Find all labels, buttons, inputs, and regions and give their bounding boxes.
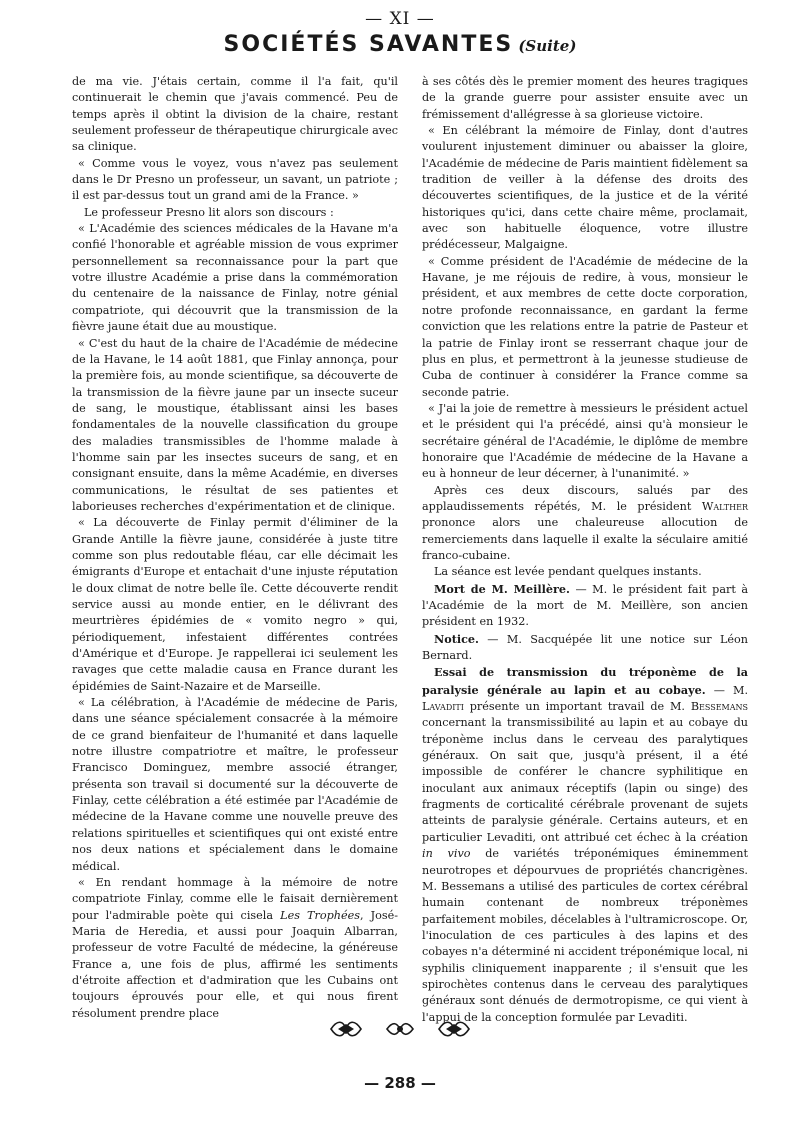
- latin-term: in vivo: [422, 847, 471, 861]
- text-run: concernant la transmissibilité au lapin et au cobaye du tréponème inclus dans le cerveau des paralytiques généraux. On sait que, jusqu'à présent, il a été impossible de conférer le chancre syphilitique en inoculant aux animaux réceptifs (lapin ou singe) des fragments de corticalité cérébrale provenant de sujets atteints de paralysie générale. Certains auteurs, et en particulier Levaditi, ont attribué cet échec à la création: [422, 716, 748, 844]
- item-heading: Notice.: [434, 631, 479, 646]
- person-name: Bessemans: [690, 700, 748, 714]
- page-header: [0, 8, 800, 59]
- fleuron-icon: [383, 1018, 417, 1040]
- text-run: , José-Maria de Heredia, et aussi pour Joaquin Albarran, professeur de votre Faculté de médecine, la généreuse France a, une fois de plus, affirmé les sentiments d'étroite affection et d'admiration que les Cubains ont toujours éprouvés pour elle, et qui nous firent résolument prendre place: [72, 908, 398, 1020]
- paragraph: « C'est du haut de la chaire de l'Académie de médecine de la Havane, le 14 août 1881, que Finlay annonça, pour la première fois, au monde scientifique, sa découverte de la transmission de la fièvre jaune par un insecte suceur de sang, le moustique, établissant ainsi les bases fondamentales de la nouvelle classification du groupe des maladies transmissibles de l'homme malade à l'homme sain par les insectes suceurs de sang, et en consignant ensuite, dans la même Académie, en diverses communications, le résultat de ses patientes et laborieuses recherches d'expérimentation et de clinique.: [72, 336, 398, 513]
- text-run: prononce alors une chaleureuse allocution de remerciements dans laquelle il exalte la séculaire amitié franco-cubaine.: [422, 516, 748, 562]
- fleuron-icon: [437, 1018, 471, 1040]
- roman-page-number: — XI —: [365, 9, 435, 29]
- text-run: — M. Sacquépée lit une notice sur Léon Bernard.: [422, 632, 748, 663]
- paragraph: [422, 631, 748, 665]
- paragraph: à ses côtés dès le premier moment des heures tragiques de la grande guerre pour assister ensuite avec un frémissement d'allégresse à sa glorieuse victoire.: [422, 75, 748, 121]
- section-title-suite: (Suite): [518, 37, 577, 55]
- fleuron-icon: [329, 1018, 363, 1040]
- fleuron-ornament: [0, 1018, 800, 1040]
- section-title-row: [0, 32, 800, 59]
- paragraph: de ma vie. J'étais certain, comme il l'a fait, qu'il continuerait le chemin que j'avais commencé. Peu de temps après il obtint la division de la chaire, restant seulement professeur de thérapeutique chirurgicale avec sa clinique.: [72, 75, 399, 154]
- article-columns: [72, 74, 748, 1026]
- section-title: SOCIÉTÉS SAVANTES: [223, 32, 514, 57]
- paragraph: La séance est levée pendant quelques instants.: [434, 565, 702, 579]
- text-run: présente un important travail de M.: [463, 700, 691, 714]
- paragraph: « La découverte de Finlay permit d'éliminer de la Grande Antille la fièvre jaune, considérée à juste titre comme son plus redoutable fléau, car elle décimait les émigrants d'Europe et entachait d'une injuste réputation le doux climat de notre belle île. Cette découverte rendit service aussi au monde entier, en le délivrant des meurtrières épidémies de « vomito negro » qui, périodiquement, infestaient différentes contrées d'Amérique et d'Europe. Je rappellerai ici seulement les ravages que cette maladie causa en France durant les épidémies de Saint-Nazaire et de Marseille.: [72, 516, 398, 693]
- item-heading: Essai de transmission du tréponème de la paralysie générale au lapin et au cobaye.: [422, 665, 748, 697]
- paragraph: « J'ai la joie de remettre à messieurs le président actuel et le président qui l'a précédé, ainsi qu'à monsieur le secrétaire général de l'Académie, le diplôme de membre honoraire que l'Académie de médecine de la Havane a eu à honneur de leur décerner, à l'unanimité. »: [422, 401, 748, 481]
- paragraph: Le professeur Presno lit alors son discours :: [84, 205, 334, 219]
- paragraph: [422, 581, 748, 631]
- paragraph: « Comme président de l'Académie de médecine de la Havane, je me réjouis de redire, à vous, monsieur le président, et aux membres de cette docte corporation, notre profonde reconnaissance, en gardant la ferme conviction que les relations entre la patrie de Pasteur et la patrie de Finlay iront se resserrant chaque jour de plus en plus, et permettront à la jeunesse studieuse de Cuba de continuer à considérer la France comme sa seconde patrie.: [422, 254, 748, 399]
- page-number: — 288 —: [364, 1074, 436, 1092]
- paragraph: [422, 664, 748, 1026]
- paragraph: [72, 875, 398, 1022]
- right-column: [422, 74, 748, 1026]
- person-name: Lavaditi: [422, 700, 464, 714]
- paragraph: « La célébration, à l'Académie de médecine de Paris, dans une séance spécialement consacrée à la mémoire de ce grand bienfaiteur de l'humanité et dans laquelle notre illustre compatriotre et maître, le professeur Francisco Dominguez, membre associé étranger, présenta son travail si documenté sur la découverte de Finlay, cette célébration a été estimée par l'Académie de médecine de la Havane comme une nouvelle preuve des relations spirituelles et scientifiques qui ont existé entre nos deux nations et spécialement dans le domaine médical.: [72, 696, 398, 873]
- left-column: [72, 74, 398, 1026]
- text-run: — M.: [705, 683, 748, 697]
- text-run: de variétés tréponémiques éminemment neurotropes et dépourvues de propriétés chancrigènes. M. Bessemans a utilisé des particules de cortex cérébral humain contenant de nombreux tréponèmes parfaitement mobiles, décelables à l'ultramicroscope. Or, l'inoculation de ces particules à des lapins et des cobayes n'a déterminé ni accident tréponémique local, ni syphilis cliniquement inapparente ; il s'ensuit que les spirochètes contenus dans le cerveau des paralytiques généraux sont dénués de dermotropisme, ce qui vient à l'appui de la conception formulée par Levaditi.: [422, 847, 748, 1024]
- paragraph: « Comme vous le voyez, vous n'avez pas seulement dans le Dr Presno un professeur, un savant, un patriote ; il est par-dessus tout un grand ami de la France. »: [72, 156, 398, 203]
- text-run: « En rendant hommage à la mémoire de notre compatriote Finlay, comme elle le faisait dernièrement pour l'admirable poète qui cisela: [72, 875, 398, 922]
- text-run: Après ces deux discours, salués par des applaudissements répétés, M. le président: [422, 483, 748, 513]
- paragraph: « En célébrant la mémoire de Finlay, dont d'autres voulurent injustement diminuer ou abaisser la gloire, l'Académie de médecine de Paris maintient fidèlement sa tradition de veiller à la défense des droits des découvertes scientifiques, de la justice et de la vérité historiques qu'ici, dans cette chaire même, proclamait, avec son habituelle éloquence, votre illustre prédécesseur, Malgaigne.: [422, 124, 748, 252]
- text-run: — M. le président fait part à l'Académie de la mort de M. Meillère, son ancien président en 1932.: [422, 582, 749, 629]
- paragraph: « L'Académie des sciences médicales de la Havane m'a confié l'honorable et agréable mission de vous exprimer personnellement sa reconnaissance pour la part que votre illustre Académie a prise dans la commémoration du centenaire de la naissance de Finlay, notre génial compatriote, qui découvrit que la transmission de la fièvre jaune était due au moustique.: [72, 222, 398, 334]
- paragraph: [422, 483, 748, 565]
- book-title: Les Trophées: [280, 908, 360, 922]
- person-name: Walther: [701, 499, 748, 513]
- item-heading: Mort de M. Meillère.: [434, 581, 570, 596]
